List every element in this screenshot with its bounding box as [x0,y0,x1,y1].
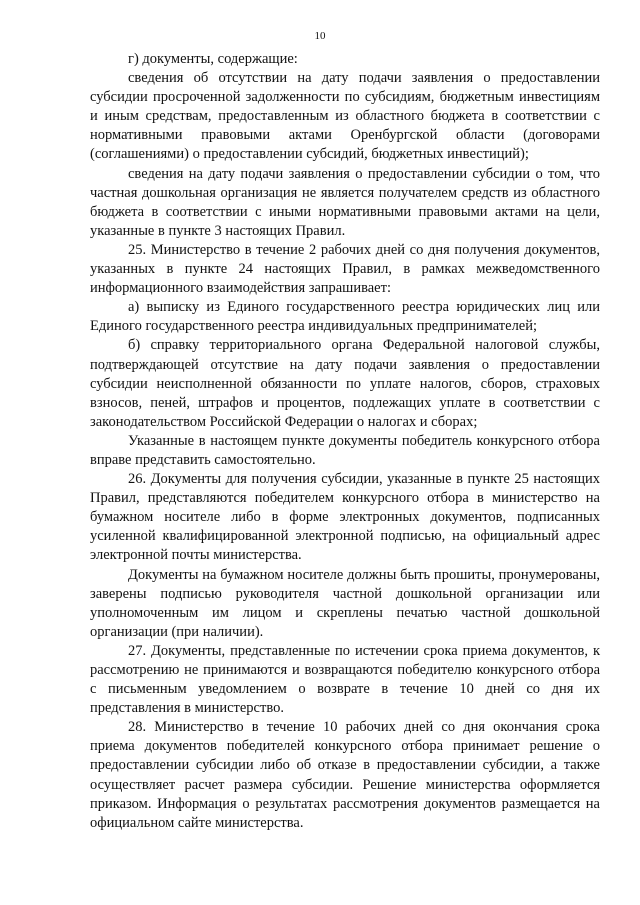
paragraph-paper-documents: Документы на бумажном носителе должны быть прошиты, пронумерованы, заверены подписью руководителя частной дошкольной организации или уполномоченным им лицом и скреплены печатью частной дошкольной организации (при наличии). [90,566,600,640]
paragraph-item-g: г) документы, содержащие: [128,51,298,67]
paragraph-item-a: а) выписку из Единого государственного реестра юридических лиц или Единого государственного реестра индивидуальных предпринимателей; [90,299,600,335]
paragraph-not-recipient-info: сведения на дату подачи заявления о предоставлении субсидии о том, что частная дошкольная организация не является получателем средств из областного бюджета в соответствии с иными нормативными правовыми актами на цели, указанные в пункте 3 настоящих Правил. [90,165,600,239]
paragraph-item-b: б) справку территориального органа Федеральной налоговой службы, подтверждающей отсутствие на дату подачи заявления о предоставлении субсидии неисполненной обязанности по уплате налогов, сборов, страховых взносов, пеней, штрафов и процентов, подлежащих уплате в соответствии с законодательством Российской Федерации о налогах и сборах; [90,337,600,430]
paragraph-clause-28: 28. Министерство в течение 10 рабочих дней со дня окончания срока приема документов победителей конкурсного отбора принимает решение о предоставлении субсидии либо об отказе в предоставлении субсидии, а также осуществляет расчет размера субсидии. Решение министерства оформляется приказом. Информация о результатах рассмотрения документов размещается на официальном сайте министерства. [90,719,600,831]
document-body [90,50,600,833]
paragraph-clause-27: 27. Документы, представленные по истечении срока приема документов, к рассмотрению не принимаются и возвращаются победителю конкурсного отбора с письменным уведомлением о возврате в течение 10 дней со дня их представления в министерство. [90,642,600,717]
paragraph-self-submission: Указанные в настоящем пункте документы победитель конкурсного отбора вправе представить самостоятельно. [90,432,600,468]
page-number: 10 [314,30,326,42]
paragraph-clause-26: 26. Документы для получения субсидии, указанные в пункте 25 настоящих Правил, представляются победителем конкурсного отбора в министерство на бумажном носителе либо в форме электронных документов, подписанных усиленной квалифицированной электронной подписью, на официальный адрес электронной почты министерства. [90,471,600,564]
paragraph-clause-25: 25. Министерство в течение 2 рабочих дней со дня получения документов, указанных в пункте 24 настоящих Правил, в рамках межведомственного информационного взаимодействия запрашивает: [90,241,600,297]
paragraph-no-debt-info: сведения об отсутствии на дату подачи заявления о предоставлении субсидии просроченной задолженности по субсидиям, бюджетным инвестициям и иным средствам, предоставленным из областного бюджета в соответствии с нормативными правовыми актами Оренбургской области (договорами (соглашениями) о предоставлении субсидий, бюджетных инвестиций); [90,70,600,163]
